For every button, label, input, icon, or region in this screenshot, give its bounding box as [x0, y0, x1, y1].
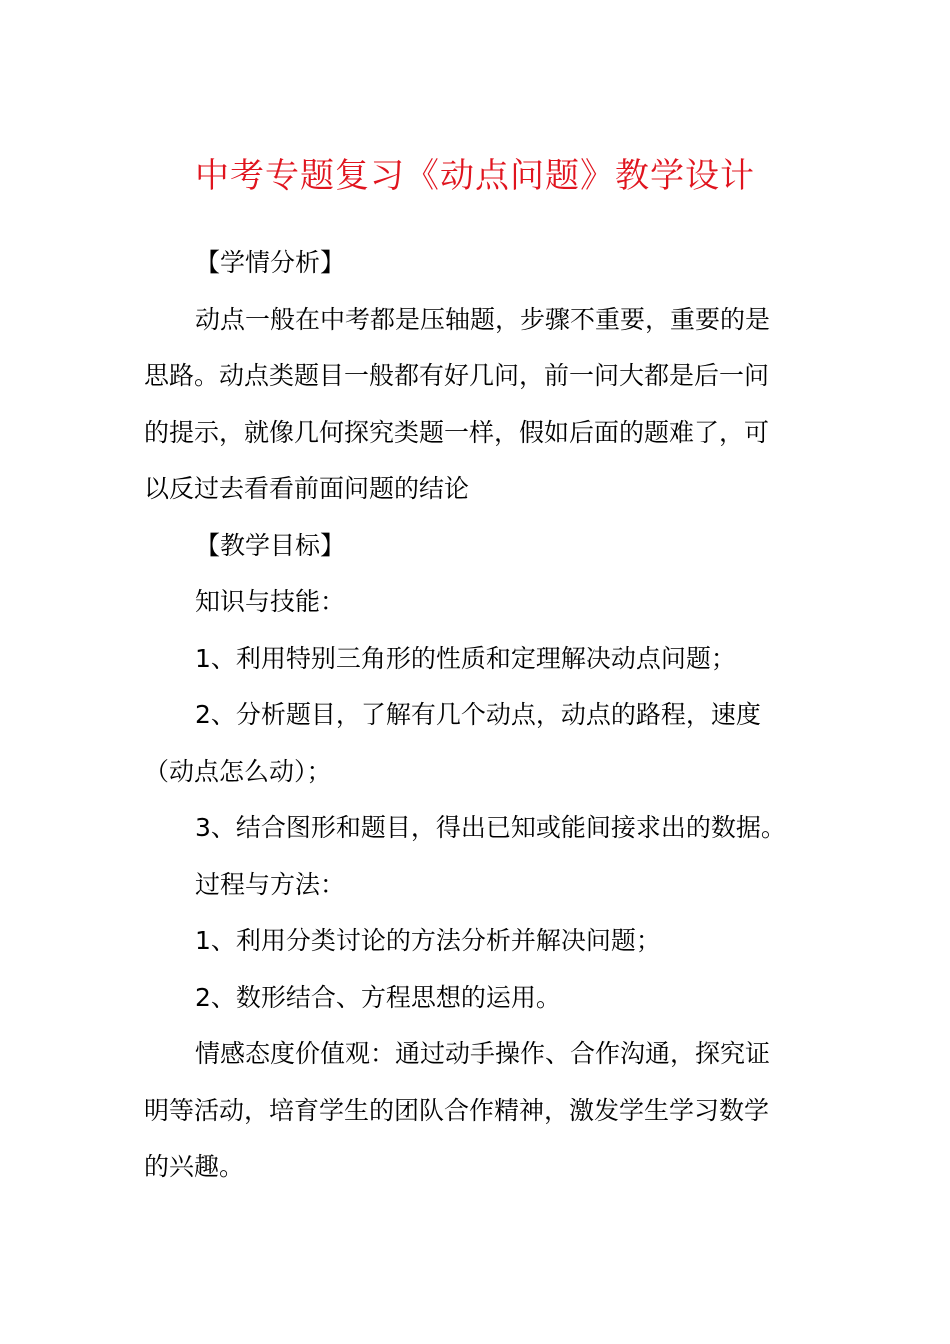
subheading-process-methods: 过程与方法：: [195, 869, 346, 899]
list-item: 1、利用分类讨论的方法分析并解决问题；: [195, 926, 661, 955]
paragraph-line: 的提示，就像几何探究类题一样，假如后面的题难了，可: [144, 417, 770, 447]
section-heading-analysis: 【学情分析】: [195, 248, 346, 277]
list-item: 2、分析题目，了解有几个动点，动点的路程，速度: [195, 700, 761, 729]
subheading-knowledge-skills: 知识与技能：: [195, 587, 346, 616]
paragraph-line: 思路。动点类题目一般都有好几问，前一问大都是后一问: [144, 361, 770, 390]
list-item: 3、结合图形和题目，得出已知或能间接求出的数据。: [195, 813, 786, 842]
paragraph-line: 动点一般在中考都是压轴题，步骤不重要，重要的是: [195, 304, 771, 334]
paragraph-line: 的兴趣。: [144, 1152, 245, 1181]
list-item: 2、数形结合、方程思想的运用。: [195, 982, 561, 1012]
paragraph-line: 情感态度价值观：通过动手操作、合作沟通，探究证: [195, 1039, 771, 1068]
list-item-continuation: （动点怎么动）；: [144, 756, 332, 786]
paragraph-line: 明等活动，培育学生的团队合作精神，激发学生学习数学: [144, 1095, 770, 1125]
document-title: 中考专题复习《动点问题》教学设计: [195, 156, 755, 196]
section-heading-objectives: 【教学目标】: [195, 530, 346, 560]
paragraph-line: 以反过去看看前面问题的结论: [144, 474, 470, 503]
document-body: [144, 235, 794, 1196]
list-item: 1、利用特别三角形的性质和定理解决动点问题；: [195, 643, 736, 673]
